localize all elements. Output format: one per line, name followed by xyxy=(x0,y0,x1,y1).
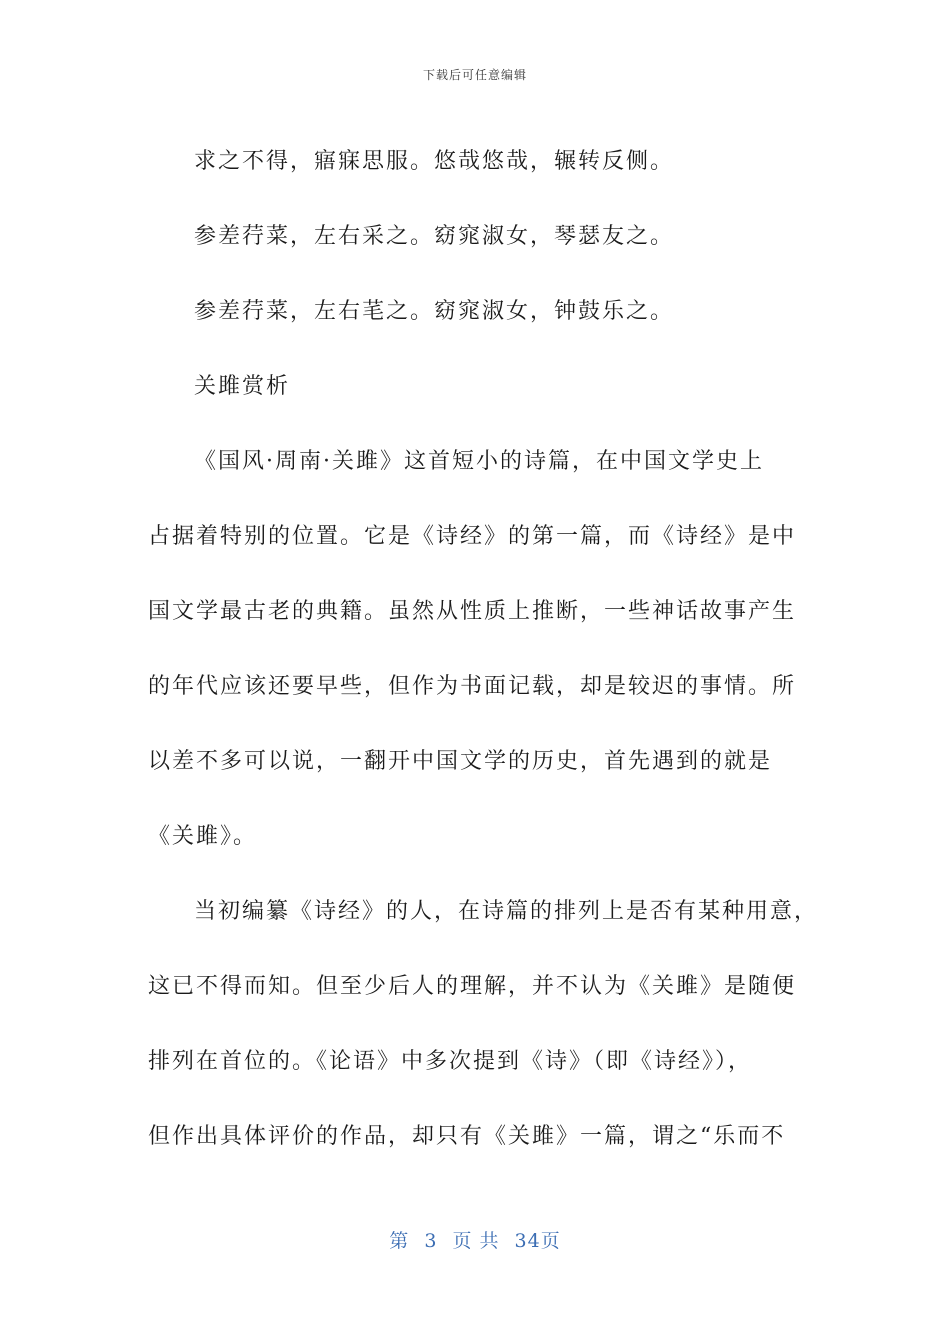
paragraph-line: 排列在首位的。《论语》中多次提到《诗》（即《诗经》）， xyxy=(148,1049,753,1074)
current-page-number: 3 xyxy=(424,1230,438,1252)
paragraph-line: 《国风·周南·关雎》这首短小的诗篇，在中国文学史上 xyxy=(194,449,764,474)
page-label-prefix: 第 xyxy=(389,1230,410,1252)
poem-line: 参差荇菜，左右芼之。窈窕淑女，钟鼓乐之。 xyxy=(194,299,675,324)
section-heading: 关雎赏析 xyxy=(194,374,291,399)
total-pages: 34页 xyxy=(514,1230,561,1252)
paragraph-line: 占据着特别的位置。它是《诗经》的第一篇，而《诗经》是中 xyxy=(148,524,797,549)
paragraph-line: 但作出具体评价的作品，却只有《关雎》一篇，谓之“乐而不 xyxy=(148,1124,786,1149)
document-body xyxy=(148,124,819,1174)
paragraph-line: 的年代应该还要早些，但作为书面记载，却是较迟的事情。所 xyxy=(148,674,797,699)
page-label-mid: 页 共 xyxy=(452,1230,500,1252)
page-header-note: 下载后可任意编辑 xyxy=(422,68,527,82)
paragraph-line: 《关雎》。 xyxy=(148,824,258,849)
page-footer xyxy=(0,1226,950,1253)
paragraph-line: 这已不得而知。但至少后人的理解，并不认为《关雎》是随便 xyxy=(148,974,797,999)
paragraph-line: 当初编纂《诗经》的人，在诗篇的排列上是否有某种用意， xyxy=(194,899,819,924)
poem-line: 参差荇菜，左右采之。窈窕淑女，琴瑟友之。 xyxy=(194,224,675,249)
paragraph-line: 国文学最古老的典籍。虽然从性质上推断，一些神话故事产生 xyxy=(148,599,797,624)
paragraph-line: 以差不多可以说，一翻开中国文学的历史，首先遇到的就是 xyxy=(148,749,773,774)
poem-line: 求之不得，寤寐思服。悠哉悠哉，辗转反侧。 xyxy=(194,149,675,174)
